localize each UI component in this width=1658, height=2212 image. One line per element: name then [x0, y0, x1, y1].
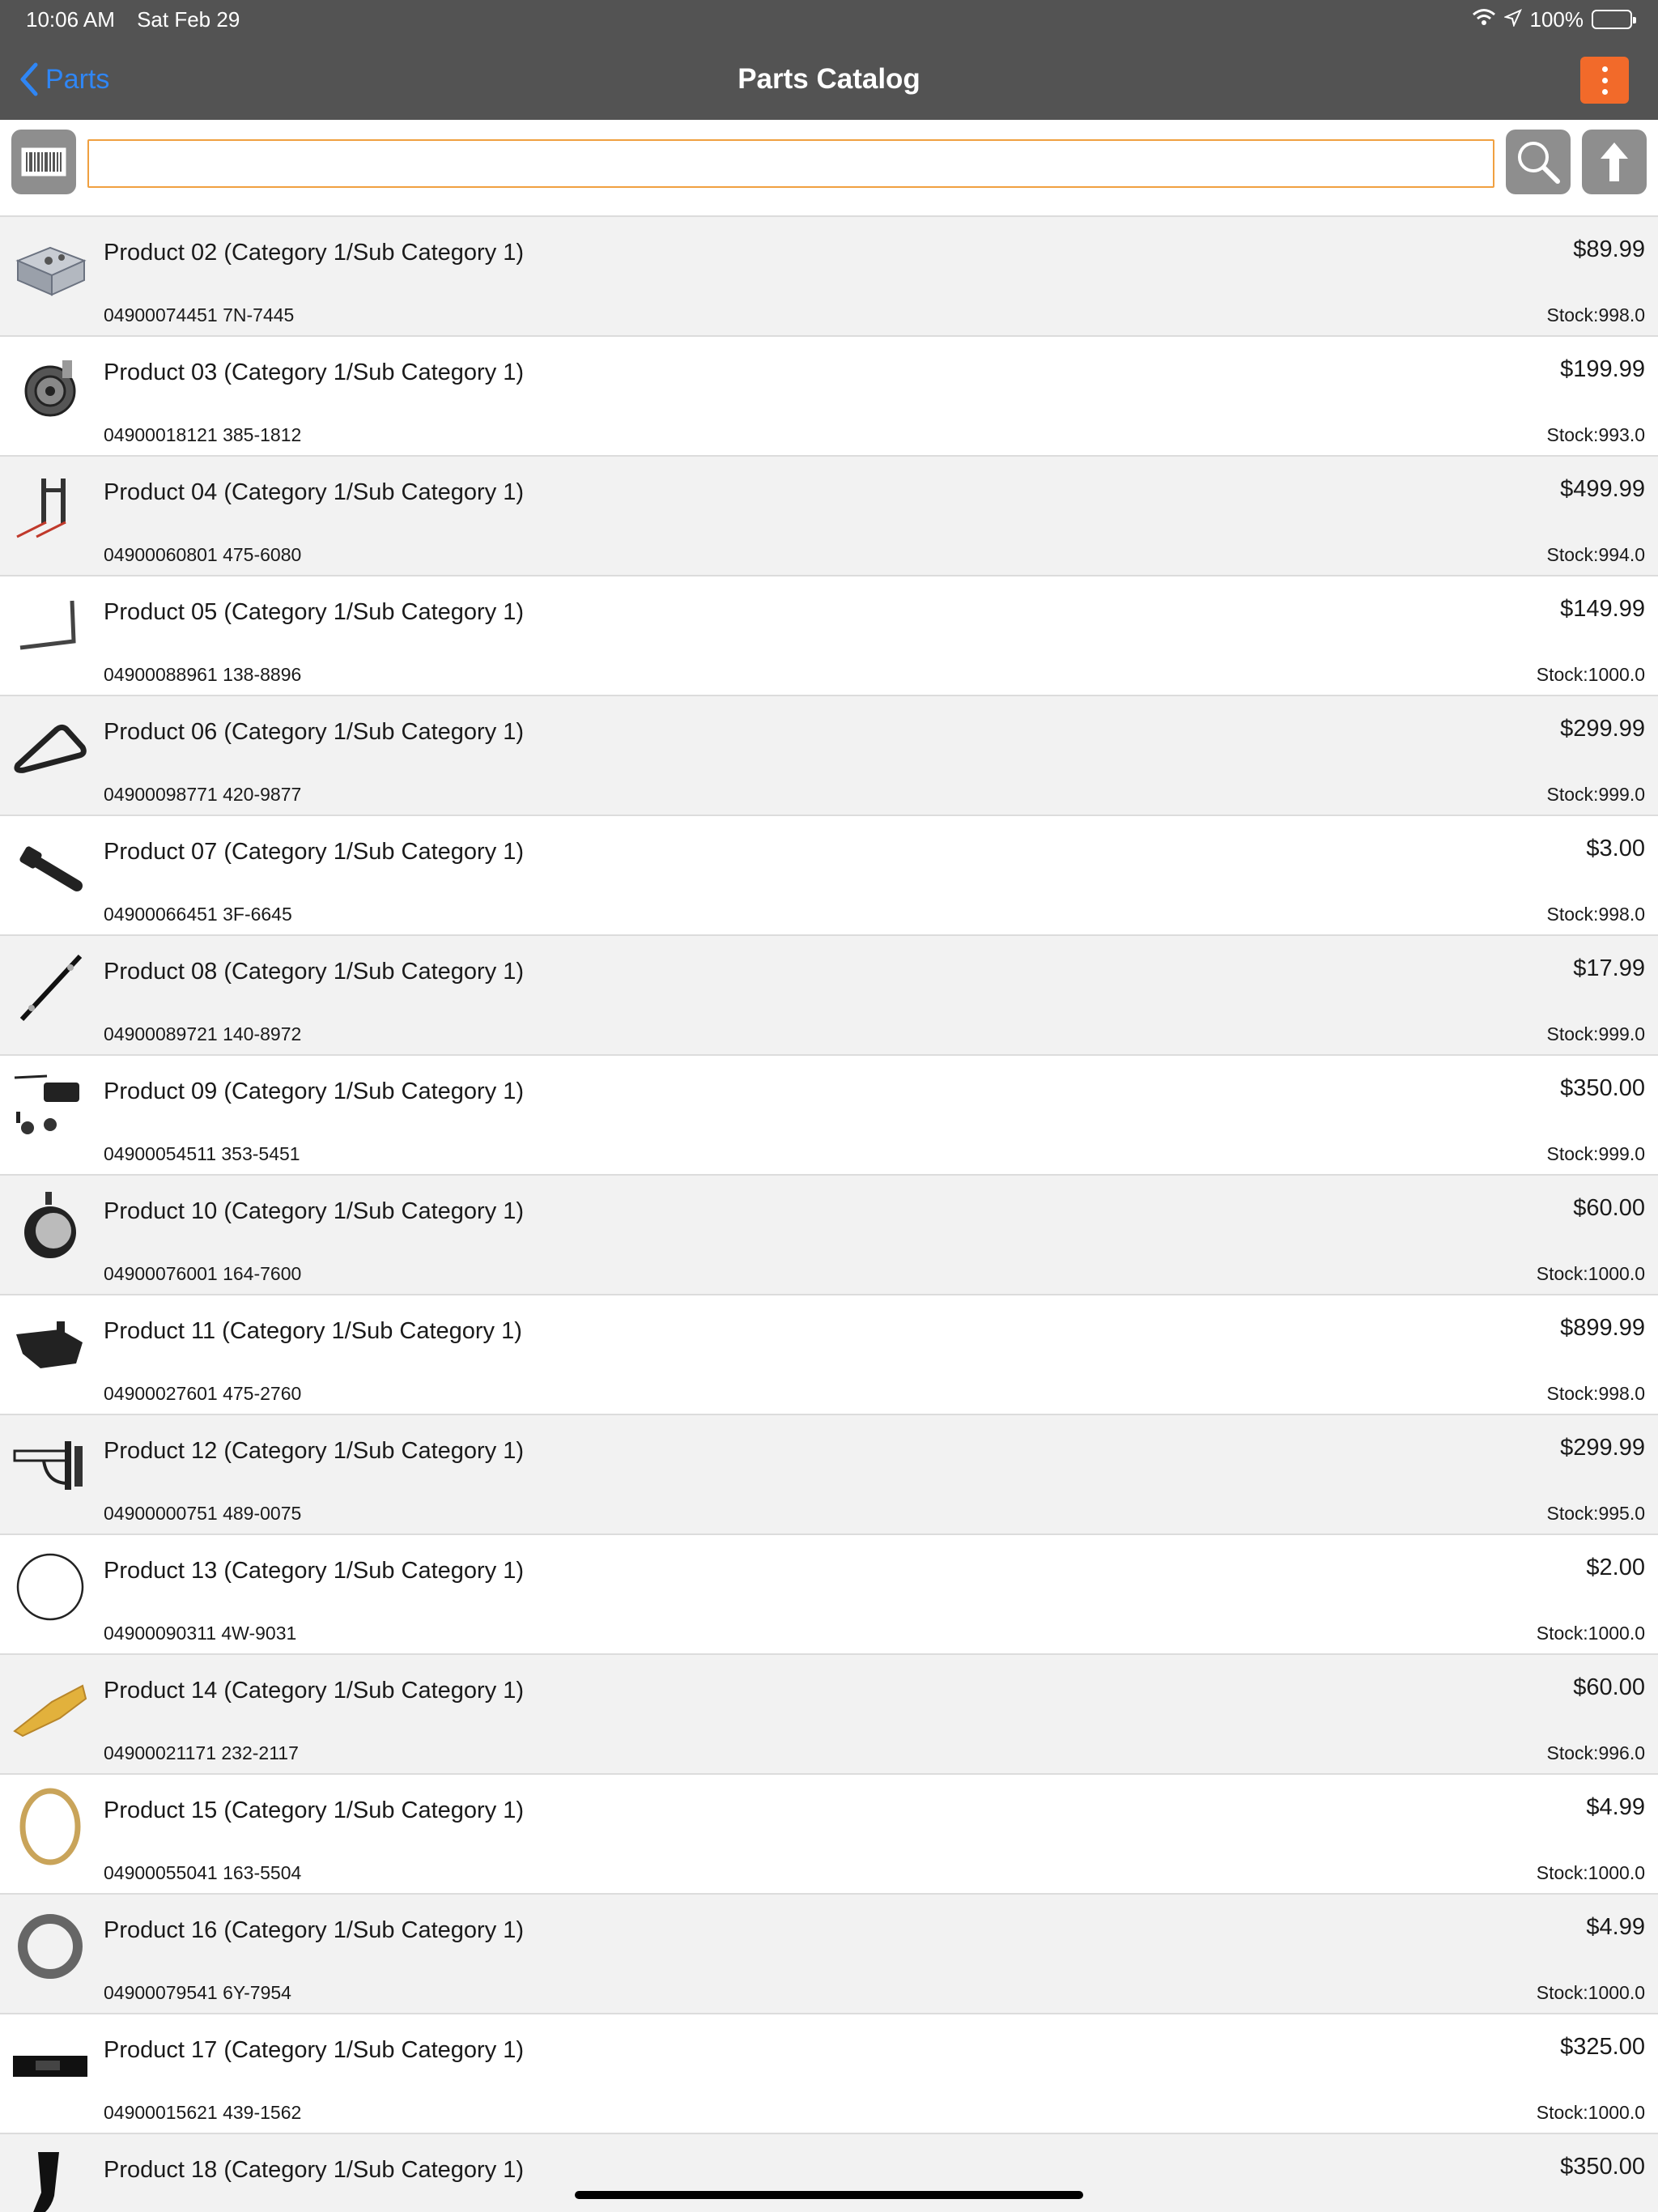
radio-icon	[10, 2026, 91, 2107]
page-title: Parts Catalog	[738, 63, 920, 95]
product-row[interactable]	[0, 1056, 1658, 1176]
product-price: $299.99	[1560, 716, 1645, 742]
product-name: Product 17 (Category 1/Sub Category 1)	[104, 2037, 525, 2063]
product-price: $4.99	[1586, 1794, 1645, 1820]
product-row[interactable]	[0, 1535, 1658, 1655]
product-price: $149.99	[1560, 596, 1645, 622]
product-row[interactable]	[0, 337, 1658, 457]
hydraulic-block-icon	[10, 228, 91, 309]
product-price: $4.99	[1586, 1914, 1645, 1940]
gasket-ring-icon	[10, 1786, 91, 1867]
track-icon	[10, 708, 91, 789]
product-name: Product 11 (Category 1/Sub Category 1)	[104, 1318, 522, 1344]
product-row[interactable]	[0, 576, 1658, 696]
product-stock: Stock:993.0	[1546, 424, 1645, 445]
product-code: 04900018121 385-1812	[104, 424, 302, 445]
product-row[interactable]	[0, 1415, 1658, 1535]
product-price: $350.00	[1560, 2154, 1645, 2180]
product-row[interactable]	[0, 816, 1658, 936]
product-name: Product 12 (Category 1/Sub Category 1)	[104, 1438, 525, 1464]
arrow-up-icon	[1594, 138, 1635, 186]
product-price: $3.00	[1586, 836, 1645, 861]
product-row[interactable]	[0, 2014, 1658, 2134]
ripper-shank-icon	[10, 2146, 91, 2212]
product-name: Product 05 (Category 1/Sub Category 1)	[104, 599, 525, 625]
product-name: Product 14 (Category 1/Sub Category 1)	[104, 1678, 525, 1704]
product-row[interactable]	[0, 1295, 1658, 1415]
product-stock: Stock:998.0	[1546, 904, 1645, 925]
location-arrow-icon	[1504, 0, 1522, 39]
more-vertical-icon	[1602, 66, 1608, 72]
product-stock: Stock:1000.0	[1536, 1982, 1645, 2003]
status-bar	[0, 0, 1658, 39]
grapple-icon	[10, 1427, 91, 1508]
status-left	[26, 0, 256, 39]
navigation-bar	[0, 39, 1658, 120]
product-code: 04900090311 4W-9031	[104, 1623, 297, 1644]
product-code: 04900074451 7N-7445	[104, 304, 295, 325]
product-name: Product 15 (Category 1/Sub Category 1)	[104, 1797, 525, 1823]
hydraulic-hose-icon	[10, 947, 91, 1028]
product-price: $499.99	[1560, 476, 1645, 502]
fork-tine-icon	[10, 588, 91, 669]
product-price: $2.00	[1586, 1555, 1645, 1580]
product-name: Product 07 (Category 1/Sub Category 1)	[104, 839, 525, 865]
product-row[interactable]	[0, 1176, 1658, 1295]
product-code: 04900079541 6Y-7954	[104, 1982, 291, 2003]
bolt-icon	[10, 827, 91, 908]
status-date: Sat Feb 29	[137, 7, 240, 32]
scroll-to-top-button[interactable]	[1582, 130, 1647, 194]
product-stock: Stock:996.0	[1546, 1742, 1645, 1763]
product-price: $325.00	[1560, 2034, 1645, 2060]
product-price: $199.99	[1560, 356, 1645, 382]
product-code: 04900089721 140-8972	[104, 1023, 302, 1044]
product-name: Product 13 (Category 1/Sub Category 1)	[104, 1558, 525, 1584]
wifi-icon	[1472, 0, 1496, 39]
product-row[interactable]	[0, 457, 1658, 576]
product-price: $899.99	[1560, 1315, 1645, 1341]
product-name: Product 04 (Category 1/Sub Category 1)	[104, 479, 525, 505]
product-code: 04900060801 475-6080	[104, 544, 302, 565]
product-code: 04900054511 353-5451	[104, 1143, 300, 1164]
product-name: Product 18 (Category 1/Sub Category 1)	[104, 2157, 525, 2183]
product-code: 04900088961 138-8896	[104, 664, 302, 685]
home-indicator[interactable]	[575, 2191, 1083, 2199]
product-stock: Stock:1000.0	[1536, 1862, 1645, 1883]
product-name: Product 16 (Category 1/Sub Category 1)	[104, 1917, 525, 1943]
o-ring-icon	[10, 1546, 91, 1627]
product-stock: Stock:999.0	[1546, 1023, 1645, 1044]
product-price: $299.99	[1560, 1435, 1645, 1461]
product-code: 04900015621 439-1562	[104, 2102, 302, 2123]
parts-kit-icon	[10, 1067, 91, 1148]
product-row[interactable]	[0, 1655, 1658, 1775]
product-row[interactable]	[0, 217, 1658, 337]
search-icon	[1514, 138, 1562, 186]
product-code: 04900000751 489-0075	[104, 1503, 302, 1524]
product-stock: Stock:999.0	[1546, 1143, 1645, 1164]
product-row[interactable]	[0, 1775, 1658, 1895]
product-stock: Stock:1000.0	[1536, 664, 1645, 685]
barcode-icon	[21, 147, 66, 177]
product-row[interactable]	[0, 936, 1658, 1056]
product-code: 04900055041 163-5504	[104, 1862, 302, 1883]
product-stock: Stock:998.0	[1546, 1383, 1645, 1404]
product-name: Product 02 (Category 1/Sub Category 1)	[104, 240, 525, 266]
status-right	[1472, 0, 1633, 39]
product-name: Product 09 (Category 1/Sub Category 1)	[104, 1078, 525, 1104]
search-toolbar	[0, 120, 1658, 217]
product-row[interactable]	[0, 1895, 1658, 2014]
product-price: $17.99	[1573, 955, 1645, 981]
product-stock: Stock:1000.0	[1536, 2102, 1645, 2123]
product-price: $89.99	[1573, 236, 1645, 262]
product-name: Product 03 (Category 1/Sub Category 1)	[104, 359, 525, 385]
product-stock: Stock:999.0	[1546, 784, 1645, 805]
product-code: 04900021171 232-2117	[104, 1742, 299, 1763]
product-price: $350.00	[1560, 1075, 1645, 1101]
mulcher-icon	[10, 1307, 91, 1388]
battery-icon	[1592, 10, 1632, 29]
bucket-tooth-icon	[10, 1666, 91, 1747]
search-button[interactable]	[1506, 130, 1571, 194]
alternator-icon	[10, 348, 91, 429]
work-light-icon	[10, 1187, 91, 1268]
product-name: Product 10 (Category 1/Sub Category 1)	[104, 1198, 525, 1224]
product-code: 04900076001 164-7600	[104, 1263, 302, 1284]
status-time: 10:06 AM	[26, 7, 115, 32]
product-stock: Stock:995.0	[1546, 1503, 1645, 1524]
seal-ring-icon	[10, 1906, 91, 1987]
product-row[interactable]	[0, 696, 1658, 816]
product-stock: Stock:994.0	[1546, 544, 1645, 565]
barcode-scan-button[interactable]	[11, 130, 76, 194]
product-code: 04900027601 475-2760	[104, 1383, 302, 1404]
search-input[interactable]	[87, 139, 1494, 188]
product-price: $60.00	[1573, 1195, 1645, 1221]
battery-percent: 100%	[1529, 7, 1584, 32]
product-list	[0, 215, 1658, 2212]
product-code: 04900098771 420-9877	[104, 784, 302, 805]
product-stock: Stock:998.0	[1546, 304, 1645, 325]
product-code: 04900066451 3F-6645	[104, 904, 292, 925]
product-name: Product 08 (Category 1/Sub Category 1)	[104, 959, 525, 985]
product-stock: Stock:1000.0	[1536, 1623, 1645, 1644]
product-stock: Stock:1000.0	[1536, 1263, 1645, 1284]
product-price: $60.00	[1573, 1674, 1645, 1700]
product-name: Product 06 (Category 1/Sub Category 1)	[104, 719, 525, 745]
more-menu-button[interactable]	[1580, 57, 1629, 104]
product-row[interactable]	[0, 2134, 1658, 2212]
pallet-fork-icon	[10, 468, 91, 549]
back-button-label: Parts	[45, 63, 110, 95]
